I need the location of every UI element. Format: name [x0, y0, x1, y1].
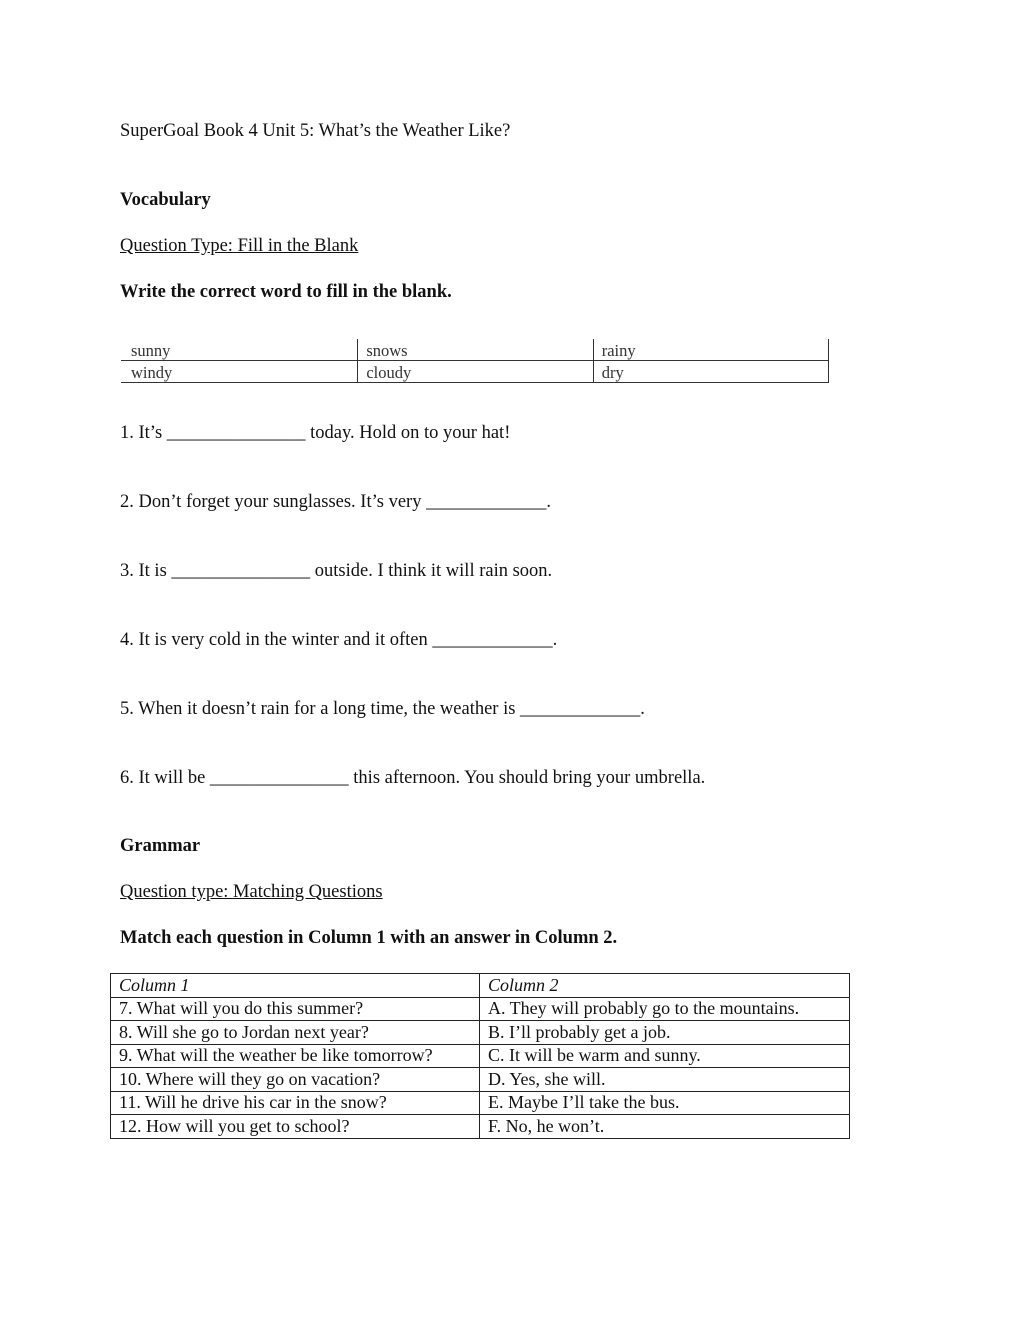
matching-table [110, 973, 850, 1139]
vocabulary-question-6: 6. It will be _______________ this afternoon. You should bring your umbrella. [120, 768, 706, 788]
question-cell: 10. Where will they go on vacation? [111, 1068, 480, 1092]
question-cell: 12. How will you get to school? [111, 1115, 480, 1139]
vocabulary-question-1: 1. It’s _______________ today. Hold on to your hat! [120, 423, 511, 443]
word-bank-cell: sunny [121, 339, 358, 361]
column-1-header: Column 1 [111, 974, 480, 998]
vocabulary-question-2: 2. Don’t forget your sunglasses. It’s very _____________. [120, 492, 551, 512]
vocabulary-instruction: Write the correct word to fill in the blank. [120, 282, 452, 302]
word-bank-row [121, 361, 829, 383]
word-bank-row [121, 339, 829, 361]
answer-cell: D. Yes, she will. [480, 1068, 850, 1092]
question-cell: 11. Will he drive his car in the snow? [111, 1091, 480, 1115]
question-cell: 9. What will the weather be like tomorrow? [111, 1044, 480, 1068]
grammar-instruction: Match each question in Column 1 with an answer in Column 2. [120, 928, 618, 948]
matching-header-row [111, 974, 850, 998]
vocabulary-heading: Vocabulary [120, 190, 211, 210]
table-row [111, 1115, 850, 1139]
table-row [111, 1021, 850, 1045]
answer-cell: B. I’ll probably get a job. [480, 1021, 850, 1045]
answer-cell: A. They will probably go to the mountains. [480, 997, 850, 1021]
vocabulary-question-type: Question Type: Fill in the Blank [120, 236, 359, 256]
vocabulary-question-4: 4. It is very cold in the winter and it often _____________. [120, 630, 558, 650]
question-cell: 7. What will you do this summer? [111, 997, 480, 1021]
vocabulary-question-5: 5. When it doesn’t rain for a long time, the weather is _____________. [120, 699, 645, 719]
answer-cell: F. No, he won’t. [480, 1115, 850, 1139]
table-row [111, 1044, 850, 1068]
column-2-header: Column 2 [480, 974, 850, 998]
grammar-question-type: Question type: Matching Questions [120, 882, 383, 902]
word-bank-table [121, 339, 829, 383]
word-bank-cell: snows [358, 339, 593, 361]
vocabulary-question-3: 3. It is _______________ outside. I think it will rain soon. [120, 561, 553, 581]
table-row [111, 1091, 850, 1115]
question-cell: 8. Will she go to Jordan next year? [111, 1021, 480, 1045]
word-bank-cell: dry [593, 361, 828, 383]
word-bank-cell: cloudy [358, 361, 593, 383]
page-title: SuperGoal Book 4 Unit 5: What’s the Weather Like? [120, 121, 511, 141]
answer-cell: C. It will be warm and sunny. [480, 1044, 850, 1068]
table-row [111, 997, 850, 1021]
word-bank-cell: rainy [593, 339, 828, 361]
answer-cell: E. Maybe I’ll take the bus. [480, 1091, 850, 1115]
grammar-heading: Grammar [120, 836, 201, 856]
word-bank-cell: windy [121, 361, 358, 383]
table-row [111, 1068, 850, 1092]
